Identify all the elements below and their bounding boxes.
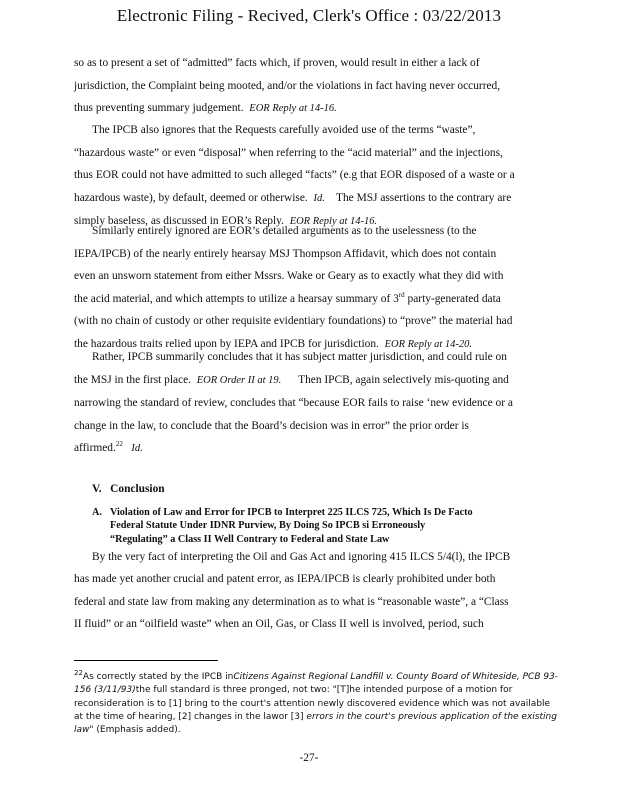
text-line: change in the law, to conclude that the Board’s decision was in error” the prior order is bbox=[74, 419, 469, 432]
paragraph-5-cont bbox=[74, 568, 558, 636]
text-span: party-generated data bbox=[404, 292, 501, 305]
text-span: hazardous waste), by default, deemed or otherwise. bbox=[74, 191, 308, 204]
text-line: II fluid” or an “oilfield waste” when an Oil, Gas, or Class II well is involved, period, such bbox=[74, 618, 484, 630]
text-span: affirmed. bbox=[74, 442, 116, 454]
text-span: simply baseless, as discussed in EOR’s Reply. bbox=[74, 215, 284, 227]
subsection-text: Violation of Law and Error for IPCB to Interpret 225 ILCS 725, Which Is De Facto bbox=[110, 507, 473, 518]
text-line bbox=[74, 97, 558, 121]
text-line: jurisdiction, the Complaint being mooted, and/or the violations in fact having never occurred, bbox=[74, 79, 501, 92]
citation: EOR Reply at 14-16. bbox=[249, 103, 337, 114]
subsection-line bbox=[92, 506, 532, 519]
text-span: Then IPCB, again selectively mis-quoting and bbox=[298, 373, 509, 386]
id-citation: Id. bbox=[131, 443, 143, 454]
footnote-22 bbox=[74, 671, 560, 737]
citation: EOR Order II at 19. bbox=[196, 374, 282, 386]
text-span: the acid material, and which attempts to utilize a hearsay summary of 3 bbox=[74, 292, 399, 305]
subsection-heading bbox=[92, 506, 532, 546]
text-line: narrowing the standard of review, concludes that “because EOR fails to raise ‘new evidence or a bbox=[74, 397, 513, 409]
text-line: Rather, IPCB summarily concludes that it has subject matter jurisdiction, and could rule on bbox=[92, 351, 507, 363]
footnote-text: " (Emphasis added). bbox=[89, 725, 181, 736]
text-line: even an unsworn statement from either Mssrs. Wake or Geary as to exactly what they did with bbox=[74, 270, 504, 282]
footnote-text: [3] bbox=[287, 711, 307, 722]
subsection-line: “Regulating” a Class II Well Contrary to Federal and State Law bbox=[110, 533, 390, 545]
text-line: The IPCB also ignores that the Requests carefully avoided use of the terms “waste”, bbox=[92, 124, 476, 136]
subsection-label: A. bbox=[92, 507, 102, 518]
footnote-emphasis: errors in the court's previous application of the existing law bbox=[74, 711, 557, 736]
text-line: By the very fact of interpreting the Oil and Gas Act and ignoring 415 ILCS 5/4(l), the IPCB bbox=[92, 551, 511, 563]
footnote-text: or bbox=[278, 711, 288, 722]
footnote-text: As correctly stated by the IPCB in bbox=[82, 672, 234, 682]
paragraph-4 bbox=[74, 346, 558, 461]
superscript: rd bbox=[398, 290, 405, 299]
citation: EOR Reply at 14-20. bbox=[384, 338, 473, 350]
text-span: The MSJ assertions to the contrary are bbox=[336, 191, 512, 204]
footnote-number: 22 bbox=[74, 669, 83, 677]
text-line: “hazardous waste” or even “disposal” when referring to the “acid material” and the injections, bbox=[74, 146, 503, 159]
text-line: has made yet another crucial and patent error, as IEPA/IPCB is clearly prohibited under both bbox=[74, 573, 496, 585]
text-line bbox=[74, 288, 558, 311]
text-line: IEPA/IPCB) of the nearly entirely hearsay MSJ Thompson Affidavit, which does not contain bbox=[74, 247, 497, 260]
text-line: federal and state law from making any determination as to what is “reasonable waste”, a “Class bbox=[74, 595, 509, 608]
id-citation: Id. bbox=[313, 192, 325, 204]
text-span: the hazardous traits relied upon by IEPA and IPCB for jurisdiction. bbox=[74, 337, 379, 350]
footnote-ref: 22 bbox=[115, 440, 123, 449]
section-label: V. bbox=[92, 483, 102, 495]
text-line bbox=[74, 437, 558, 461]
text-span: thus preventing summary judgement. bbox=[74, 102, 244, 114]
citation: EOR Reply at 14-16. bbox=[289, 216, 378, 227]
paragraph-3 bbox=[74, 220, 558, 356]
paragraph-2 bbox=[74, 119, 558, 234]
text-span: the MSJ in the first place. bbox=[74, 373, 192, 386]
subsection-line: Federal Statute Under IDNR Purview, By Doing So IPCB si Erroneously bbox=[110, 520, 426, 532]
footnote-text: the full standard is three pronged, not two: "[T]he intended purpose of a motion for reconsideration is to [1] bring to the court's attention newly discovered evidence which was not available at the time of hearing, [2] changes in the law bbox=[74, 685, 551, 722]
footnote-separator bbox=[74, 660, 218, 661]
text-line: so as to present a set of “admitted” facts which, if proven, would result in either a lack of bbox=[74, 57, 480, 69]
text-line: thus EOR could not have admitted to such alleged “facts” (e.g that EOR disposed of a waste or a bbox=[74, 169, 515, 181]
paragraph-1 bbox=[74, 52, 558, 121]
text-line bbox=[74, 369, 558, 393]
case-citation: Citizens Against Regional Landfill v. County Board of Whiteside, PCB 93-156 (3/11/93) bbox=[74, 672, 559, 696]
filing-header: Electronic Filing - Recived, Clerk's Office : 03/22/2013 bbox=[116, 6, 502, 25]
text-line: Similarly entirely ignored are EOR’s detailed arguments as to the uselessness (to the bbox=[92, 225, 477, 237]
section-heading bbox=[92, 483, 165, 495]
paragraph-5 bbox=[92, 546, 558, 569]
text-line: (with no chain of custody or other requisite evidentiary foundations) to “prove” the material had bbox=[74, 315, 513, 327]
section-title: Conclusion bbox=[110, 483, 165, 495]
page-number: -27- bbox=[299, 752, 319, 764]
text-line bbox=[74, 187, 558, 211]
